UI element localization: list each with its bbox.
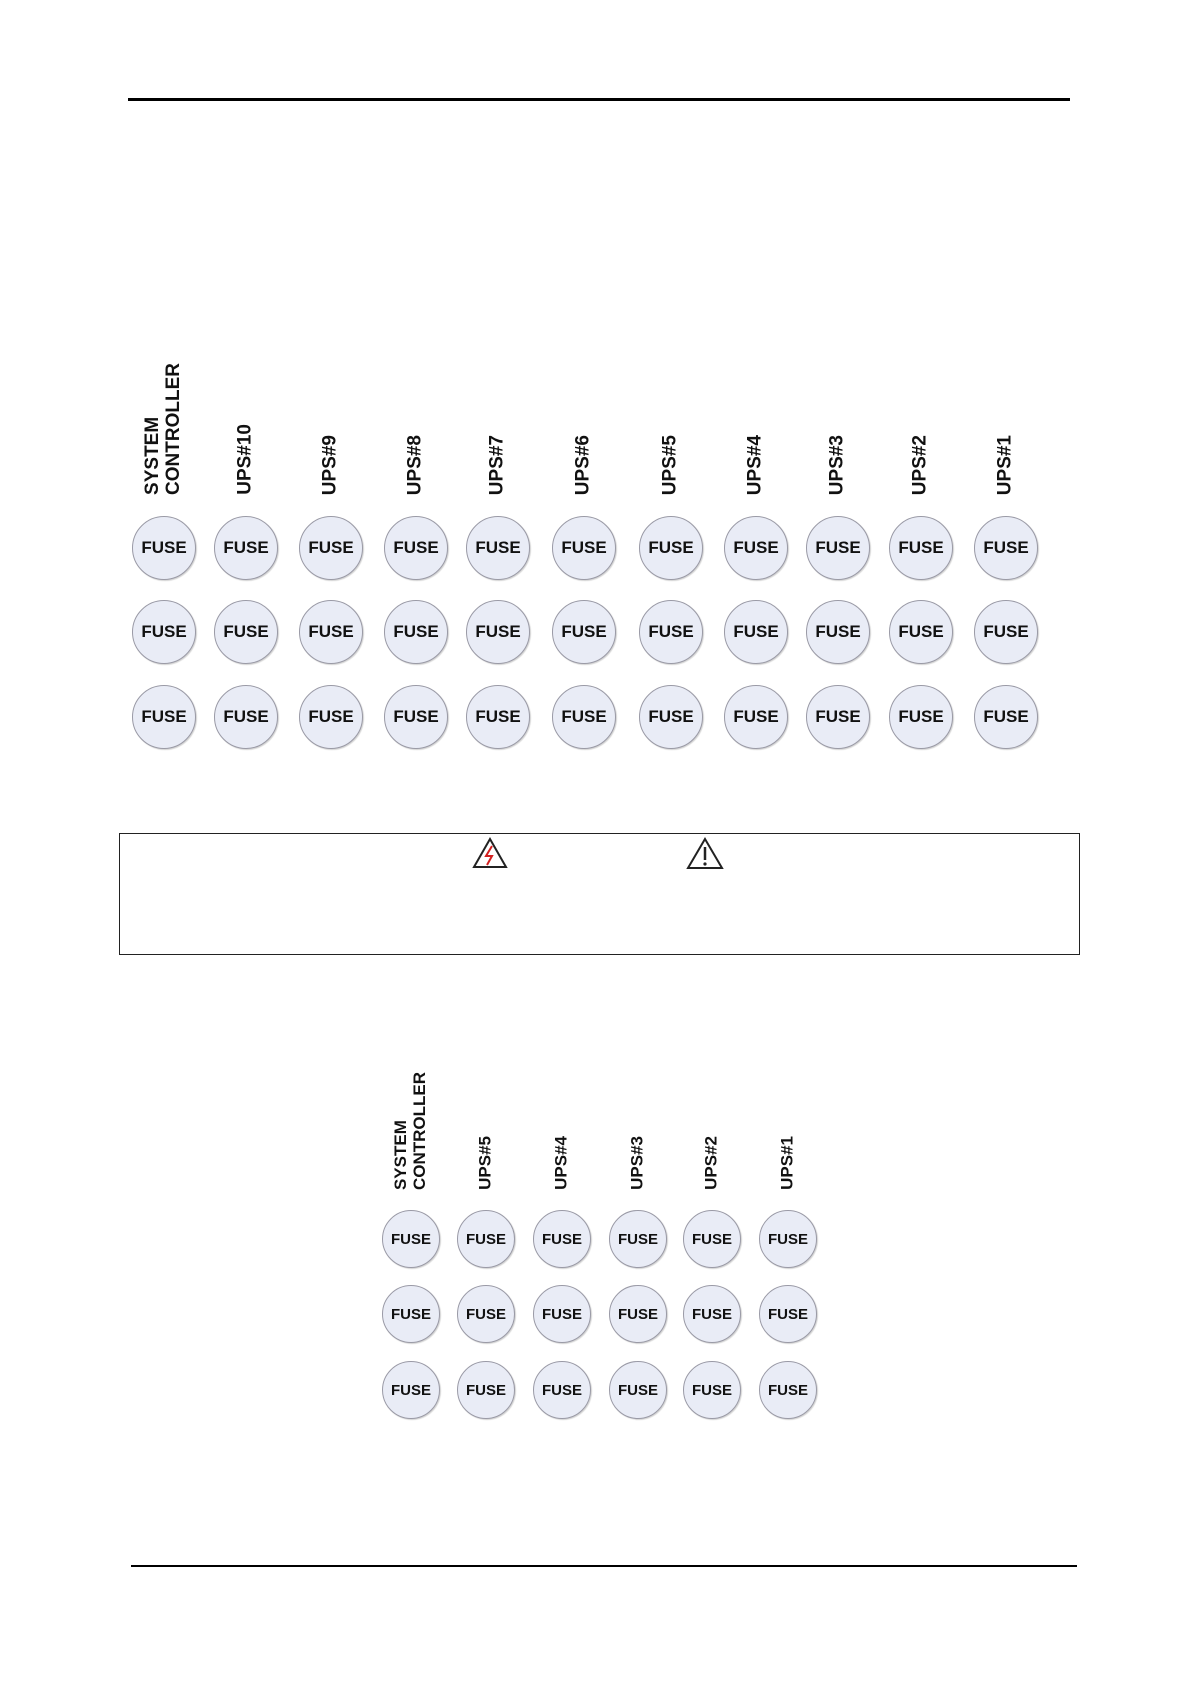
warning-box xyxy=(119,833,1080,955)
fuse-button[interactable] xyxy=(299,516,363,580)
fuse-button[interactable] xyxy=(609,1285,667,1343)
column-label-text: UPS#4 xyxy=(551,1136,571,1190)
column-label-text: UPS#7 xyxy=(486,434,508,495)
column-label xyxy=(628,0,647,1190)
fuse-label: FUSE xyxy=(465,1381,506,1399)
column-label xyxy=(235,0,256,495)
fuse-button[interactable] xyxy=(639,600,703,664)
fuse-button[interactable] xyxy=(132,600,196,664)
column-label-text: UPS#10 xyxy=(234,424,256,495)
fuse-button[interactable] xyxy=(533,1285,591,1343)
column-label xyxy=(778,0,797,1190)
fuse-button[interactable] xyxy=(533,1210,591,1268)
fuse-label: FUSE xyxy=(617,1305,658,1323)
column-label-text: SYSTEM CONTROLLER xyxy=(391,1071,429,1190)
column-label xyxy=(910,0,931,495)
fuse-button[interactable] xyxy=(639,685,703,749)
footer-rule xyxy=(131,1565,1077,1567)
fuse-label: FUSE xyxy=(561,538,607,557)
column-label xyxy=(745,0,766,495)
fuse-button[interactable] xyxy=(132,516,196,580)
fuse-label: FUSE xyxy=(983,538,1029,557)
column-label-text: UPS#2 xyxy=(701,1136,721,1190)
fuse-button[interactable] xyxy=(806,516,870,580)
fuse-label: FUSE xyxy=(141,622,187,641)
fuse-label: FUSE xyxy=(141,538,187,557)
fuse-button[interactable] xyxy=(806,600,870,664)
fuse-button[interactable] xyxy=(889,600,953,664)
fuse-label: FUSE xyxy=(541,1381,582,1399)
fuse-button[interactable] xyxy=(299,600,363,664)
fuse-label: FUSE xyxy=(465,1305,506,1323)
fuse-label: FUSE xyxy=(733,622,779,641)
fuse-button[interactable] xyxy=(889,685,953,749)
column-label-text: UPS#5 xyxy=(475,1136,495,1190)
fuse-label: FUSE xyxy=(308,622,354,641)
fuse-button[interactable] xyxy=(214,685,278,749)
column-label-text: UPS#4 xyxy=(744,434,766,495)
fuse-label: FUSE xyxy=(393,538,439,557)
column-label xyxy=(391,0,429,1190)
fuse-button[interactable] xyxy=(974,685,1038,749)
fuse-button[interactable] xyxy=(683,1210,741,1268)
fuse-label: FUSE xyxy=(815,538,861,557)
fuse-button[interactable] xyxy=(759,1285,817,1343)
fuse-label: FUSE xyxy=(561,622,607,641)
fuse-label: FUSE xyxy=(767,1381,808,1399)
fuse-button[interactable] xyxy=(683,1285,741,1343)
fuse-button[interactable] xyxy=(382,1210,440,1268)
fuse-label: FUSE xyxy=(541,1305,582,1323)
fuse-button[interactable] xyxy=(533,1361,591,1419)
fuse-label: FUSE xyxy=(733,707,779,726)
fuse-label: FUSE xyxy=(475,622,521,641)
fuse-label: FUSE xyxy=(648,538,694,557)
fuse-button[interactable] xyxy=(132,685,196,749)
fuse-button[interactable] xyxy=(683,1361,741,1419)
fuse-button[interactable] xyxy=(214,516,278,580)
fuse-button[interactable] xyxy=(457,1210,515,1268)
fuse-label: FUSE xyxy=(475,707,521,726)
fuse-label: FUSE xyxy=(898,538,944,557)
column-label-text: UPS#1 xyxy=(777,1136,797,1190)
fuse-label: FUSE xyxy=(767,1305,808,1323)
column-label-text: UPS#3 xyxy=(826,434,848,495)
fuse-label: FUSE xyxy=(733,538,779,557)
column-label xyxy=(320,0,341,495)
fuse-label: FUSE xyxy=(691,1381,732,1399)
fuse-label: FUSE xyxy=(983,622,1029,641)
fuse-button[interactable] xyxy=(609,1210,667,1268)
column-label xyxy=(660,0,681,495)
column-label xyxy=(552,0,571,1190)
fuse-label: FUSE xyxy=(983,707,1029,726)
fuse-label: FUSE xyxy=(561,707,607,726)
fuse-button[interactable] xyxy=(609,1361,667,1419)
fuse-label: FUSE xyxy=(617,1230,658,1248)
fuse-button[interactable] xyxy=(457,1285,515,1343)
column-label-text: UPS#6 xyxy=(572,434,594,495)
fuse-label: FUSE xyxy=(393,707,439,726)
fuse-label: FUSE xyxy=(475,538,521,557)
column-label xyxy=(573,0,594,495)
fuse-label: FUSE xyxy=(541,1230,582,1248)
column-label-text: SYSTEM CONTROLLER xyxy=(142,363,184,495)
fuse-button[interactable] xyxy=(806,685,870,749)
fuse-label: FUSE xyxy=(617,1381,658,1399)
fuse-label: FUSE xyxy=(465,1230,506,1248)
fuse-button[interactable] xyxy=(974,516,1038,580)
column-label-text: UPS#5 xyxy=(659,434,681,495)
fuse-label: FUSE xyxy=(223,622,269,641)
fuse-label: FUSE xyxy=(648,707,694,726)
fuse-label: FUSE xyxy=(223,707,269,726)
column-label-text: UPS#8 xyxy=(404,434,426,495)
fuse-label: FUSE xyxy=(691,1230,732,1248)
fuse-label: FUSE xyxy=(308,538,354,557)
fuse-label: FUSE xyxy=(648,622,694,641)
fuse-label: FUSE xyxy=(691,1305,732,1323)
column-label xyxy=(702,0,721,1190)
fuse-label: FUSE xyxy=(390,1381,431,1399)
fuse-label: FUSE xyxy=(815,622,861,641)
fuse-label: FUSE xyxy=(390,1305,431,1323)
fuse-label: FUSE xyxy=(393,622,439,641)
column-label-text: UPS#2 xyxy=(909,434,931,495)
column-label-text: UPS#1 xyxy=(994,434,1016,495)
fuse-label: FUSE xyxy=(390,1230,431,1248)
fuse-button[interactable] xyxy=(299,685,363,749)
fuse-label: FUSE xyxy=(767,1230,808,1248)
fuse-label: FUSE xyxy=(898,707,944,726)
column-label-text: UPS#9 xyxy=(319,434,341,495)
column-label xyxy=(142,0,184,495)
fuse-button[interactable] xyxy=(382,1361,440,1419)
fuse-label: FUSE xyxy=(815,707,861,726)
fuse-button[interactable] xyxy=(974,600,1038,664)
fuse-label: FUSE xyxy=(141,707,187,726)
fuse-button[interactable] xyxy=(382,1285,440,1343)
fuse-label: FUSE xyxy=(308,707,354,726)
fuse-button[interactable] xyxy=(759,1361,817,1419)
column-label xyxy=(827,0,848,495)
column-label xyxy=(995,0,1016,495)
fuse-button[interactable] xyxy=(759,1210,817,1268)
column-label xyxy=(476,0,495,1190)
fuse-label: FUSE xyxy=(223,538,269,557)
column-label-text: UPS#3 xyxy=(627,1136,647,1190)
fuse-button[interactable] xyxy=(214,600,278,664)
fuse-button[interactable] xyxy=(457,1361,515,1419)
fuse-button[interactable] xyxy=(639,516,703,580)
fuse-label: FUSE xyxy=(898,622,944,641)
fuse-button[interactable] xyxy=(889,516,953,580)
